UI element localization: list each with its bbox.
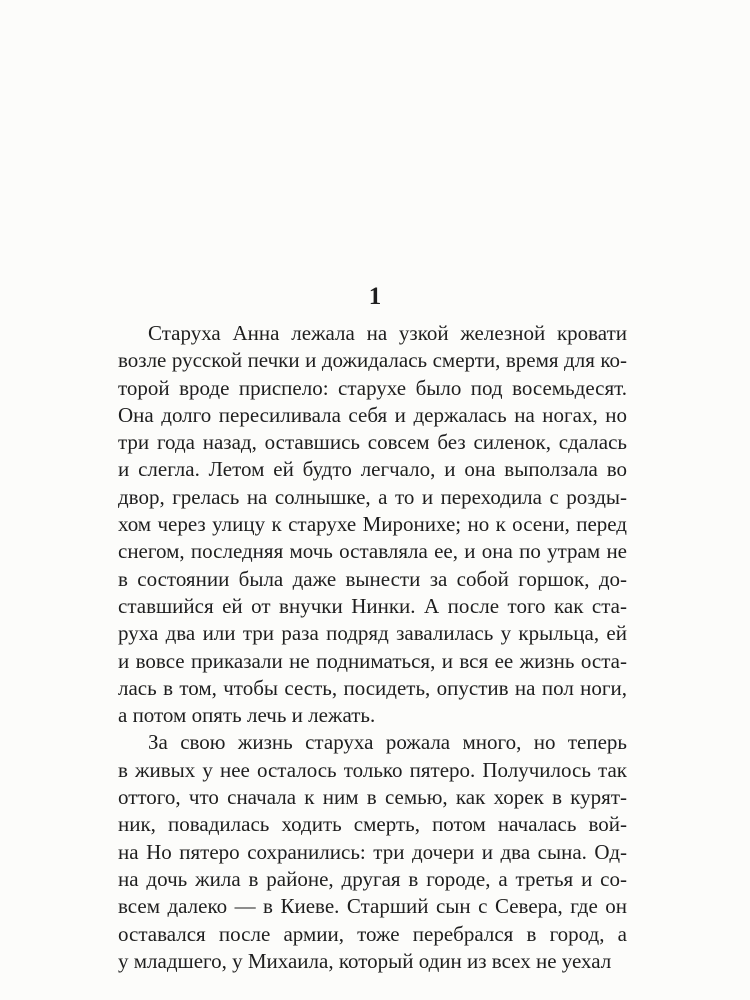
text-line: у младшего, у Михаила, который один из всех не уехал (118, 948, 612, 973)
paragraph (118, 729, 627, 975)
text-line: на Но пятеро сохранились: три дочери и два сына. Од- (118, 839, 627, 864)
text-line: три года назад, оставшись совсем без силенок, сдалась (118, 430, 627, 455)
text-line: лась в том, чтобы сесть, посидеть, опустив на пол ноги, (118, 675, 627, 700)
text-line: всем далеко — в Киеве. Старший сын с Севера, где он (118, 894, 627, 919)
text-line: торой вроде приспело: старухе было под восемьдесят. (118, 375, 627, 400)
text-line: и вовсе приказали не подниматься, и вся ее жизнь оста- (118, 648, 627, 673)
body-text (118, 320, 627, 975)
text-line: оставался после армии, тоже перебрался в город, а (118, 921, 627, 946)
text-line: на дочь жила в районе, другая в городе, а третья и со- (118, 866, 627, 891)
text-line: хом через улицу к старухе Миронихе; но к осени, перед (118, 512, 627, 537)
text-line: а потом опять лечь и лежать. (118, 703, 376, 728)
text-line: За свою жизнь старуха рожала много, но теперь (148, 730, 627, 755)
text-line: и слегла. Летом ей будто легчало, и она выползала во (118, 457, 627, 482)
text-line: Она долго пересиливала себя и держалась на ногах, но (118, 402, 627, 427)
text-line: оттого, что сначала к ним в семью, как хорек в курят- (118, 785, 627, 810)
text-line: возле русской печки и дожидалась смерти, время для ко- (118, 348, 627, 373)
text-line: двор, грелась на солнышке, а то и переходила с розды- (118, 484, 627, 509)
text-line: руха два или три раза подряд завалилась у крыльца, ей (118, 621, 627, 646)
paragraph (118, 320, 627, 729)
text-line: в живых у нее осталось только пятеро. Получилось так (118, 757, 627, 782)
chapter-number: 1 (368, 283, 382, 310)
text-line: Старуха Анна лежала на узкой железной кровати (148, 321, 627, 345)
text-line: ставшийся ей от внучки Нинки. А после того как ста- (118, 593, 627, 618)
text-line: в состоянии была даже вынести за собой горшок, до- (118, 566, 627, 591)
text-line: снегом, последняя мочь оставляла ее, и она по утрам не (118, 539, 627, 564)
text-line: ник, повадилась ходить смерть, потом началась вой- (118, 812, 627, 837)
